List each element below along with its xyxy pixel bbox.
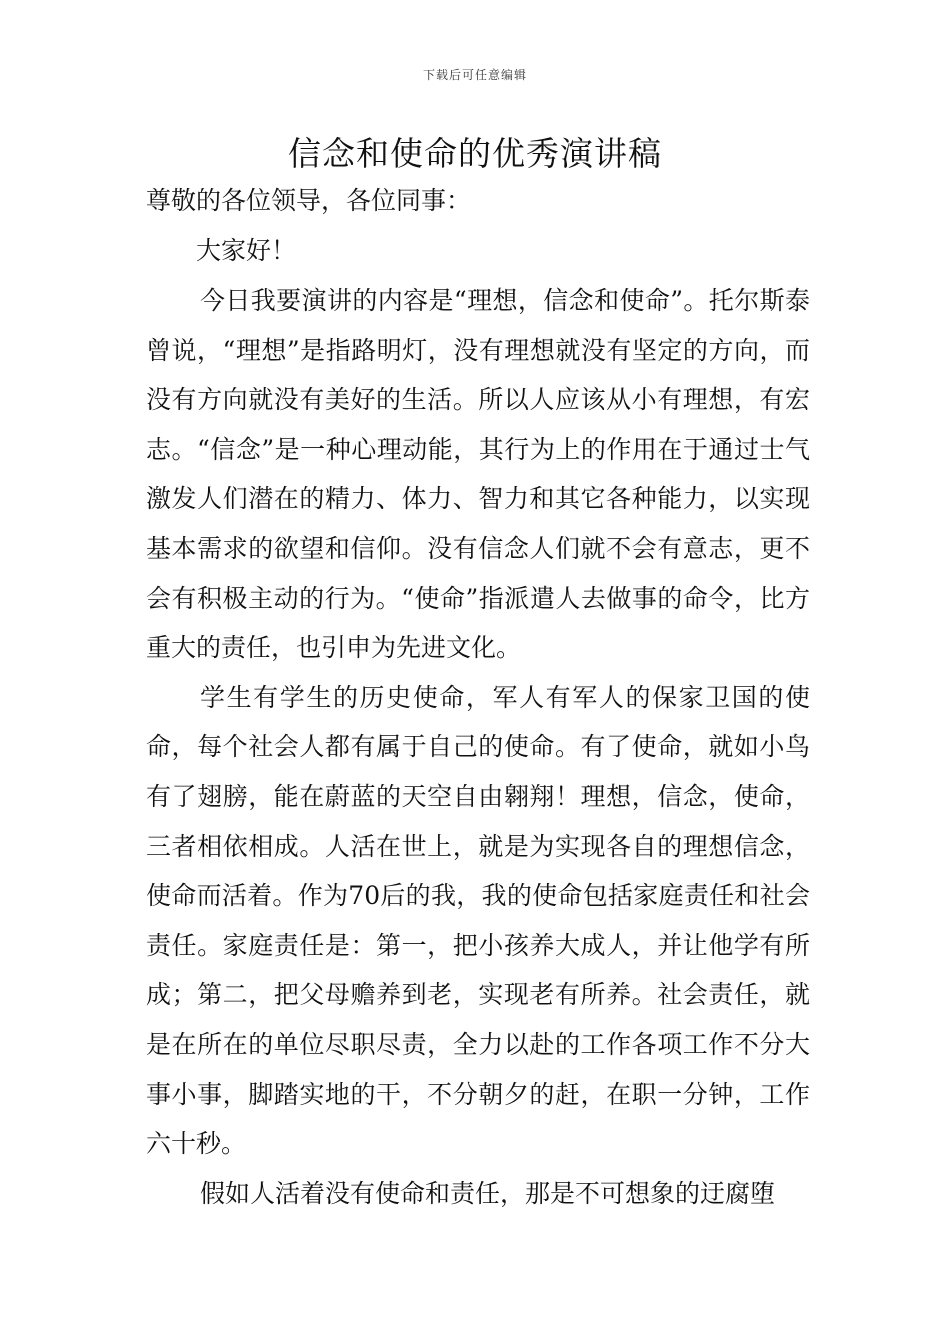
document-body bbox=[146, 176, 810, 1218]
header-note: 下载后可任意编辑 bbox=[422, 68, 527, 82]
paragraph: 假如人活着没有使命和责任，那是不可想象的迂腐堕 bbox=[200, 1178, 776, 1208]
paragraph: 今日我要演讲的内容是“理想，信念和使命”。托尔斯泰曾说，“理想”是指路明灯，没有理想就没有坚定的方向，而没有方向就没有美好的生活。所以人应该从小有理想，有宏志。“信念”是一种心理动能，其行为上的作用在于通过士气激发人们潜在的精力、体力、智力和其它各种能力，以实现基本需求的欲望和信仰。没有信念人们就不会有意志，更不会有积极主动的行为。“使命”指派遣人去做事的命令，比方重大的责任，也引申为先进文化。 bbox=[146, 286, 810, 663]
document-title: 信念和使命的优秀演讲稿 bbox=[288, 134, 662, 173]
paragraph: 学生有学生的历史使命，军人有军人的保家卫国的使命，每个社会人都有属于自己的使命。有了使命，就如小鸟有了翅膀，能在蔚蓝的天空自由翱翔！理想，信念，使命，三者相依相成。人活在世上，就是为实现各自的理想信念，使命而活着。作为70后的我，我的使命包括家庭责任和社会责任。家庭责任是：第一，把小孩养大成人，并让他学有所成；第二，把父母赡养到老，实现老有所养。社会责任，就是在所在的单位尽职尽责，全力以赴的工作各项工作不分大事小事，脚踏实地的干，不分朝夕的赶，在职一分钟，工作六十秒。 bbox=[146, 682, 810, 1159]
salutation: 尊敬的各位领导，各位同事： bbox=[146, 186, 472, 215]
greeting: 大家好！ bbox=[196, 236, 297, 265]
